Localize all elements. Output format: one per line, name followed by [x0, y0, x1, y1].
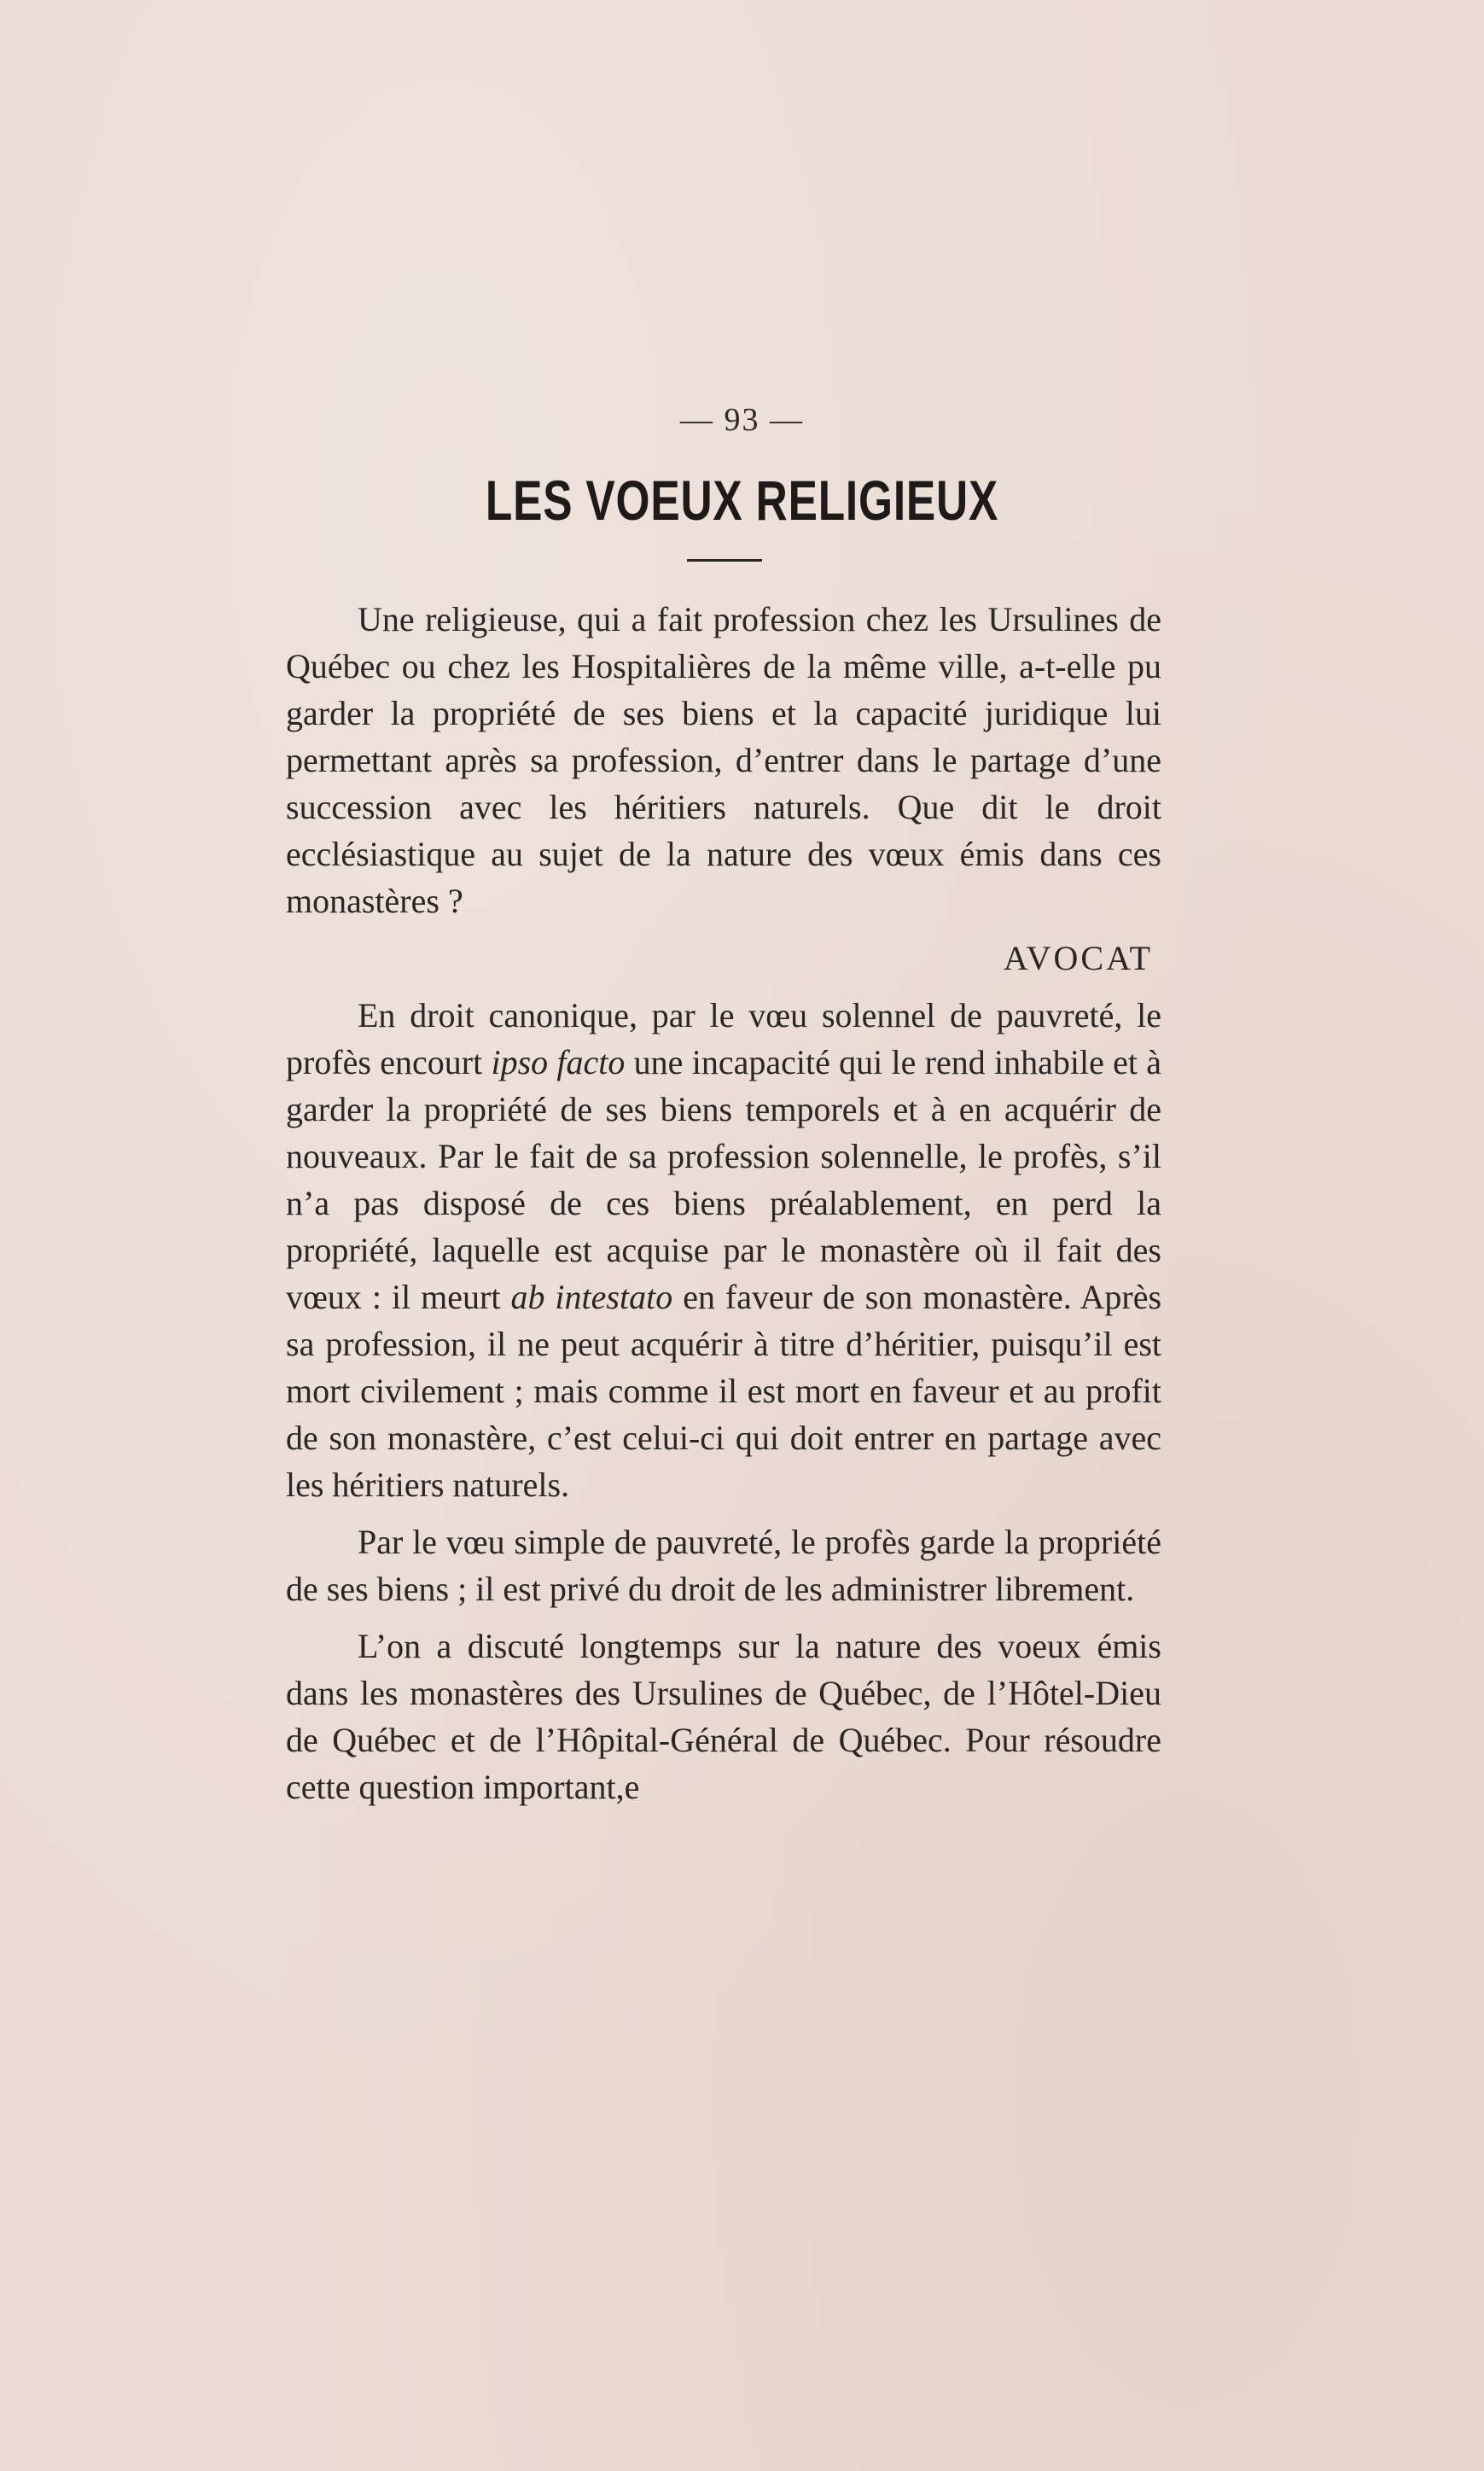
signature: AVOCAT [1003, 939, 1153, 977]
answer-text-1b: une incapacité qui le rend inhabile et à garder la propriété de ses biens temporels et à en acquérir de nouveaux. Par le fait de sa profession solennelle, le profès, s’il n’a pas disposé de ces biens préalablement, en perd la propriété, laquelle est acquise par le monastère où il fait des vœux : il meurt [286, 1043, 1161, 1316]
question-paragraph: Une religieuse, qui a fait profession chez les Ursulines de Québec ou chez les Hospitalières de la même ville, a-t-elle pu garder la propriété de ses biens et la capacité juridique lui permettant après sa profession, d’entrer dans le partage d’une succession avec les héritiers naturels. Que dit le droit ecclésiastique au sujet de la nature des vœux émis dans ces monastères ? [286, 600, 1161, 920]
latin-phrase-ab-intestato: ab intestato [510, 1278, 673, 1316]
title-divider [687, 559, 762, 562]
answer-paragraph-2: Par le vœu simple de pauvreté, le profès garde la propriété de ses biens ; il est privé du droit de les administrer librement. [286, 1523, 1161, 1608]
answer-text-1a: En droit canonique, par le vœu solennel de pauvreté, le profès encourt [286, 996, 1161, 1081]
article-body [286, 596, 1161, 1810]
page-title: LES VOEUX RELIGIEUX [485, 469, 999, 532]
latin-phrase-ipso-facto: ipso facto [491, 1043, 626, 1081]
page-number: — 93 — [680, 402, 804, 438]
answer-paragraph-3: L’on a discuté longtemps sur la nature des voeux émis dans les monastères des Ursulines de Québec, de l’Hôtel-Dieu de Québec et de l’Hôpital-Général de Québec. Pour résoudre cette question important,e [286, 1627, 1161, 1806]
answer-text-1c: en faveur de son monastère. Après sa profession, il ne peut acquérir à titre d’héritier, puisqu’il est mort civilement ; mais comme il est mort en faveur et au profit de son monastère, c’est celui-ci qui doit entrer en partage avec les héritiers naturels. [286, 1278, 1162, 1504]
answer-paragraph-1 [286, 992, 1161, 1508]
